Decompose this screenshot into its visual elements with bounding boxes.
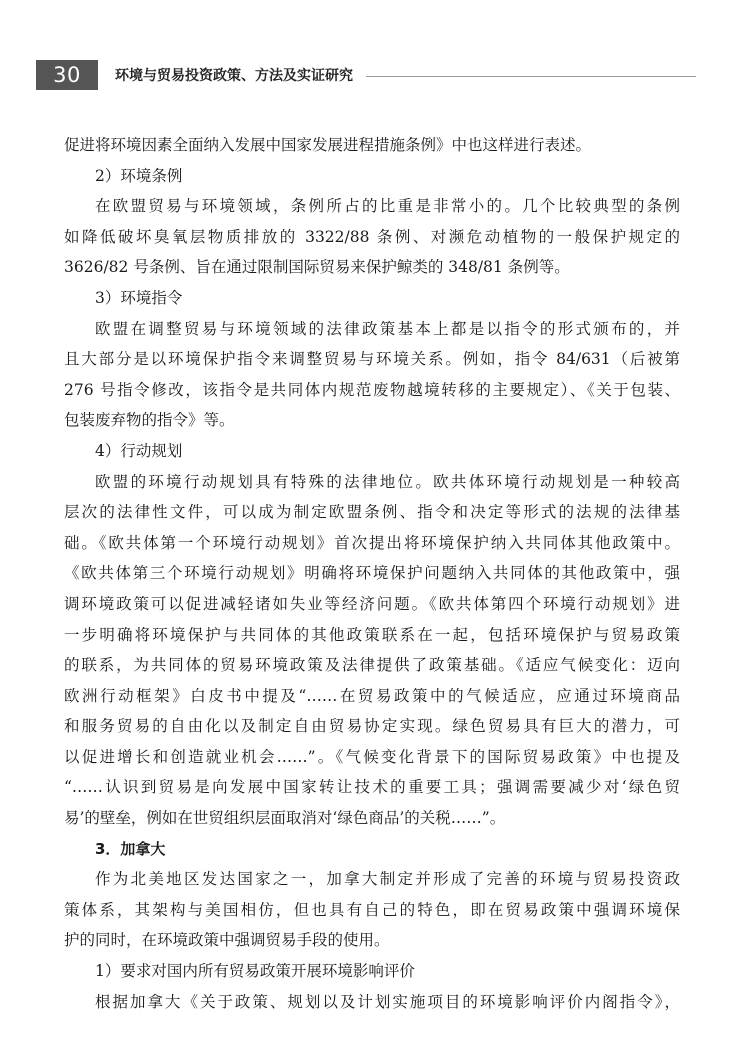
text-line: 276 号指令修改，该指令是共同体内规范废物越境转移的主要规定）、《关于包装、 <box>64 380 680 399</box>
text-line: 促进将环境因素全面纳入发展中国家发展进程措施条例》中也这样进行表述。 <box>64 136 592 154</box>
running-header <box>36 60 696 92</box>
subheading-environment-directives: 3）环境指令 <box>95 288 183 307</box>
section-heading-canada: 3．加拿大 <box>95 839 166 858</box>
text-line: 的联系，为共同体的贸易环境政策及法律提供了政策基础。《适应气候变化：迈向 <box>64 656 680 675</box>
text-line: 欧盟的环境行动规划具有特殊的法律地位。欧共体环境行动规划是一种较高 <box>95 472 680 491</box>
text-line: 以促进增长和创造就业机会……”。《气候变化背景下的国际贸易政策》中也提及 <box>64 747 680 766</box>
text-line: 础。《欧共体第一个环境行动规划》首次提出将环境保护纳入共同体其他政策中。 <box>64 533 680 552</box>
text-line: 《欧共体第三个环境行动规划》明确将环境保护问题纳入共同体的其他政策中，强 <box>64 564 680 583</box>
text-line: 3626/82 号条例、旨在通过限制国际贸易来保护鲸类的 348/81 条例等。 <box>64 258 570 277</box>
text-line: 护的同时，在环境政策中强调贸易手段的使用。 <box>64 931 390 950</box>
text-line: 包装废弃物的指令》等。 <box>64 411 235 430</box>
body-text <box>64 130 680 1017</box>
page-number: 30 <box>36 60 98 90</box>
text-line: “……认识到贸易是向发展中国家转让技术的重要工具；强调需要减少对‘绿色贸 <box>64 778 680 797</box>
header-rule <box>366 76 696 77</box>
text-line: 且大部分是以环境保护指令来调整贸易与环境关系。例如，指令 84/631（后被第 <box>64 350 680 369</box>
text-line: 在欧盟贸易与环境领域，条例所占的比重是非常小的。几个比较典型的条例 <box>95 197 680 216</box>
text-line: 作为北美地区发达国家之一，加拿大制定并形成了完善的环境与贸易投资政 <box>95 870 680 889</box>
text-line: 欧洲行动框架》白皮书中提及“……在贸易政策中的气候适应，应通过环境商品 <box>64 686 680 705</box>
text-line: 欧盟在调整贸易与环境领域的法律政策基本上都是以指令的形式颁布的，并 <box>95 319 680 338</box>
text-line: 和服务贸易的自由化以及制定自由贸易协定实现。绿色贸易具有巨大的潜力，可 <box>64 717 680 736</box>
text-line: 策体系，其架构与美国相仿，但也具有自己的特色，即在贸易政策中强调环境保 <box>64 900 680 919</box>
text-line: 易’的壁垒，例如在世贸组织层面取消对‘绿色商品’的关税……”。 <box>64 809 506 828</box>
text-line: 如降低破坏臭氧层物质排放的 3322/88 条例、对濒危动植物的一般保护规定的 <box>64 227 680 246</box>
text-line: 根据加拿大《关于政策、规划以及计划实施项目的环境影响评价内阁指令》， <box>95 992 680 1011</box>
subheading-impact-assessment: 1）要求对国内所有贸易政策开展环境影响评价 <box>95 962 415 981</box>
subheading-action-plans: 4）行动规划 <box>95 441 183 460</box>
text-line: 一步明确将环境保护与共同体的其他政策联系在一起，包括环境保护与贸易政策 <box>64 625 680 644</box>
header-title: 环境与贸易投资政策、方法及实证研究 <box>115 68 353 84</box>
text-line: 调环境政策可以促进减轻诸如失业等经济问题。《欧共体第四个环境行动规划》进 <box>64 594 680 613</box>
subheading-environment-regulations: 2）环境条例 <box>95 166 183 185</box>
text-line: 层次的法律性文件，可以成为制定欧盟条例、指令和决定等形式的法规的法律基 <box>64 503 680 522</box>
